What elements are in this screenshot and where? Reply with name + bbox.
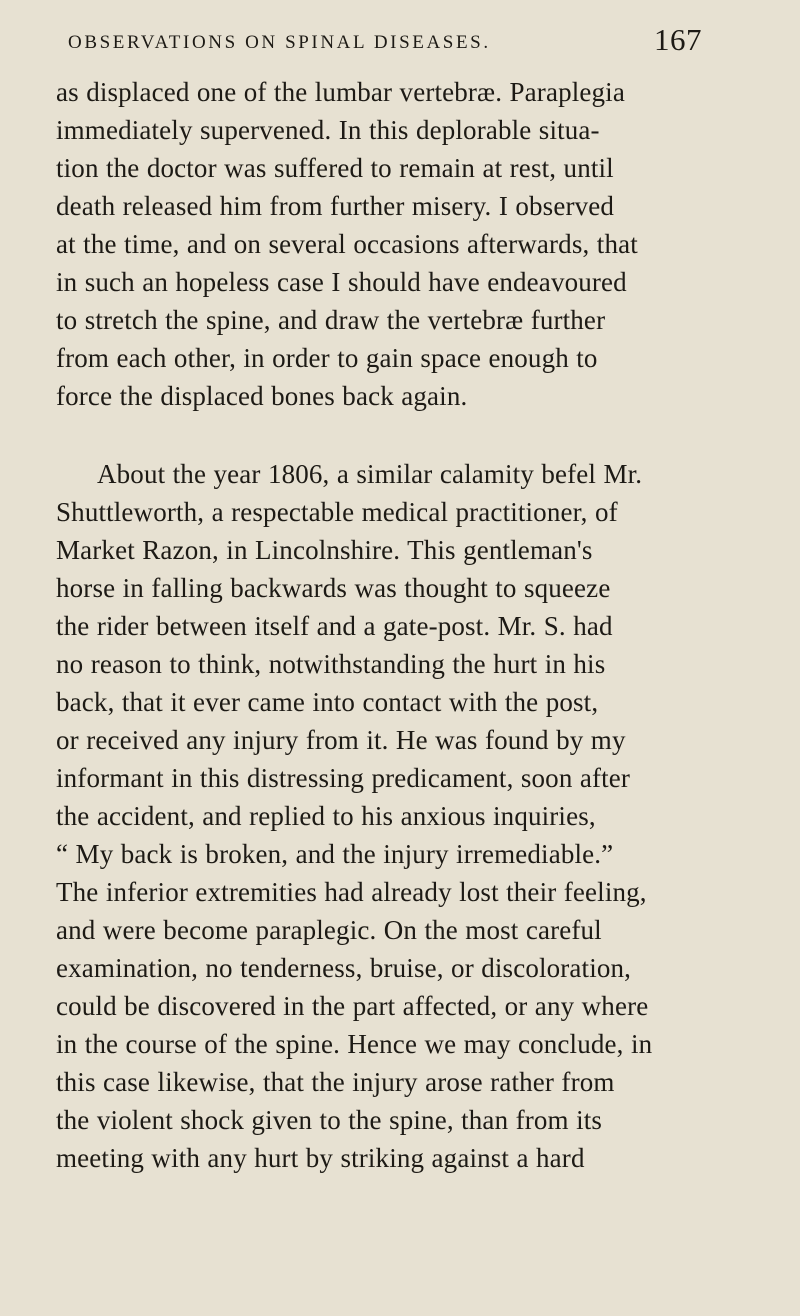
page-number: 167	[654, 22, 702, 57]
text-line: from each other, in order to gain space enough to	[56, 343, 598, 373]
text-line: no reason to think, notwithstanding the hurt in his	[56, 649, 606, 679]
text-line: Market Razon, in Lincolnshire. This gentleman's	[56, 535, 593, 565]
text-line: as displaced one of the lumbar vertebræ. Paraplegia	[56, 77, 625, 107]
text-line: at the time, and on several occasions afterwards, that	[56, 229, 638, 259]
text-line: the accident, and replied to his anxious inquiries,	[56, 801, 596, 831]
text-line: or received any injury from it. He was found by my	[56, 725, 626, 755]
running-head	[68, 22, 728, 62]
text-line: examination, no tenderness, bruise, or discoloration,	[56, 953, 632, 983]
text-line: this case likewise, that the injury arose rather from	[56, 1067, 615, 1097]
text-line: informant in this distressing predicament, soon after	[56, 763, 631, 793]
text-line: in such an hopeless case I should have endeavoured	[56, 267, 627, 297]
text-line: meeting with any hurt by striking against a hard	[56, 1143, 585, 1173]
text-line: the violent shock given to the spine, than from its	[56, 1105, 603, 1135]
text-line: The inferior extremities had already lost their feeling,	[56, 877, 647, 907]
text-line: force the displaced bones back again.	[56, 381, 468, 411]
text-line: horse in falling backwards was thought to squeeze	[56, 573, 611, 603]
text-line: death released him from further misery. I observed	[56, 191, 615, 221]
text-line: immediately supervened. In this deplorable situa-	[56, 115, 600, 145]
text-line: Shuttleworth, a respectable medical practitioner, of	[56, 497, 618, 527]
text-line: About the year 1806, a similar calamity befel Mr.	[97, 459, 643, 489]
text-line: tion the doctor was suffered to remain at rest, until	[56, 153, 614, 183]
text-line: could be discovered in the part affected, or any where	[56, 991, 649, 1021]
text-line: in the course of the spine. Hence we may conclude, in	[56, 1029, 653, 1059]
text-line: “ My back is broken, and the injury irremediable.”	[56, 839, 614, 869]
text-line: to stretch the spine, and draw the vertebræ further	[56, 305, 606, 335]
text-line: and were become paraplegic. On the most careful	[56, 915, 602, 945]
text-line: back, that it ever came into contact with the post,	[56, 687, 599, 717]
text-line: the rider between itself and a gate-post. Mr. S. had	[56, 611, 613, 641]
running-head-title: OBSERVATIONS ON SPINAL DISEASES.	[68, 32, 491, 53]
